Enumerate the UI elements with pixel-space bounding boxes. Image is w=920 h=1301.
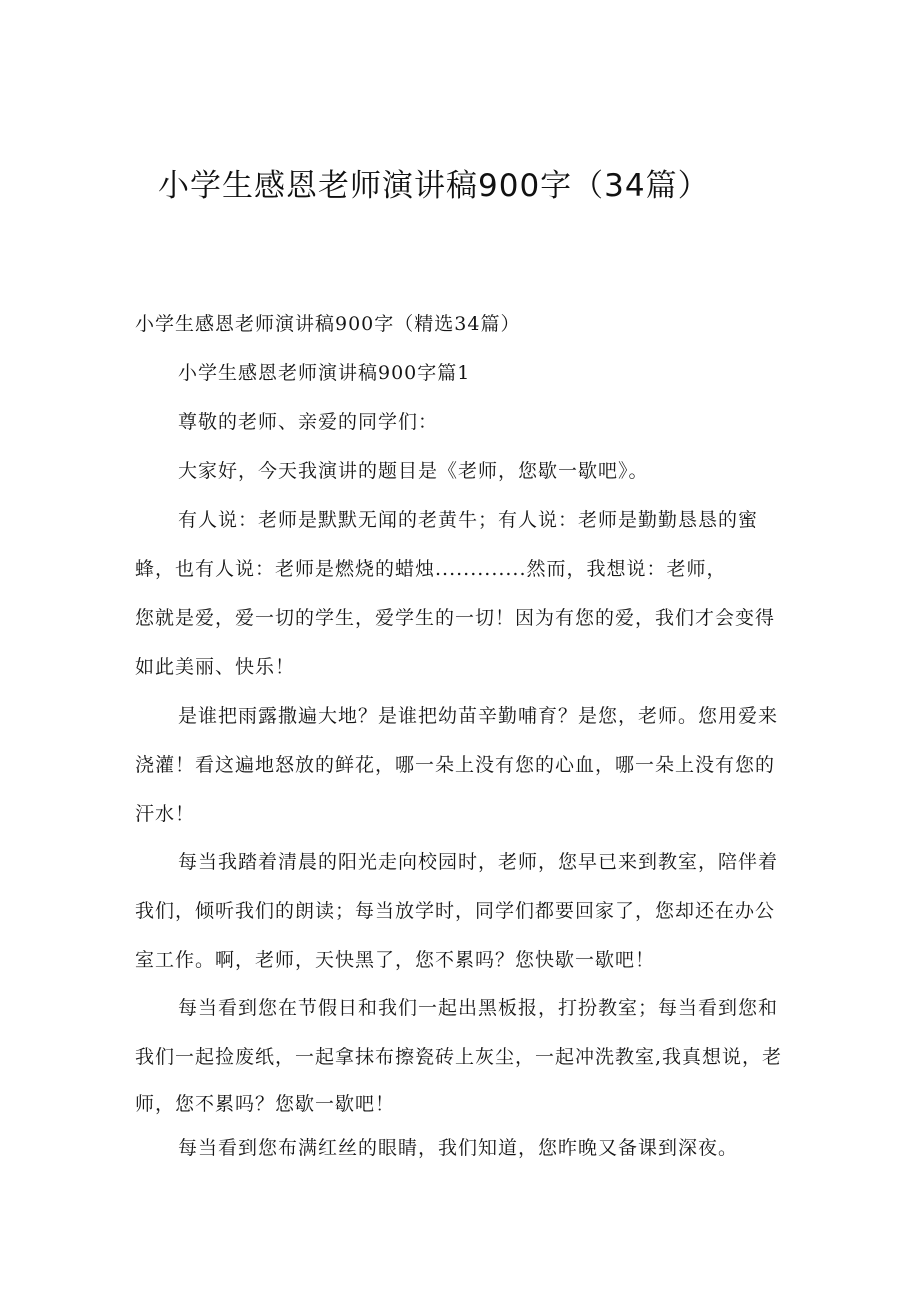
paragraph-4-line-3: 室工作。啊，老师，天快黑了，您不累吗？您快歇一歇吧！ [135, 949, 656, 971]
section-heading: 小学生感恩老师演讲稿900字篇1 [178, 362, 471, 384]
paragraph-3-line-3: 汗水！ [135, 803, 196, 825]
document-title: 小学生感恩老师演讲稿900字（34篇） [158, 168, 710, 204]
paragraph-2-line-1: 有人说：老师是默默无闻的老黄牛；有人说：老师是勤勤恳恳的蜜 [178, 509, 759, 531]
document-subtitle: 小学生感恩老师演讲稿900字（精选34篇） [135, 313, 521, 335]
paragraph-1-line-1: 大家好，今天我演讲的题目是《老师，您歇一歇吧》。 [178, 460, 649, 482]
paragraph-4-line-2: 我们，倾听我们的朗读；每当放学时，同学们都要回家了，您却还在办公 [135, 900, 776, 922]
paragraph-6-line-1: 每当看到您布满红丝的眼睛，我们知道，您昨晚又备课到深夜。 [178, 1137, 739, 1159]
paragraph-3-line-1: 是谁把雨露撒遍大地？是谁把幼苗辛勤哺育？是您，老师。您用爱来 [178, 705, 779, 727]
paragraph-2-line-3: 您就是爱，爱一切的学生，爱学生的一切！因为有您的爱，我们才会变得 [135, 607, 776, 629]
paragraph-5-line-3: 师，您不累吗？您歇一歇吧！ [135, 1093, 396, 1115]
paragraph-5-line-2: 我们一起捡废纸，一起拿抹布擦瓷砖上灰尘，一起冲洗教室,我真想说，老 [135, 1046, 783, 1068]
paragraph-3-line-2: 浇灌！看这遍地怒放的鲜花，哪一朵上没有您的心血，哪一朵上没有您的 [135, 754, 776, 776]
paragraph-2-line-2: 蜂，也有人说：老师是燃烧的蜡烛.............然而，我想说：老师， [135, 558, 727, 580]
paragraph-2-line-4: 如此美丽、快乐！ [135, 656, 296, 678]
paragraph-5-line-1: 每当看到您在节假日和我们一起出黑板报，打扮教室；每当看到您和 [178, 997, 779, 1019]
paragraph-4-line-1: 每当我踏着清晨的阳光走向校园时，老师，您早已来到教室，陪伴着 [178, 851, 779, 873]
greeting-line: 尊敬的老师、亲爱的同学们： [178, 411, 439, 433]
